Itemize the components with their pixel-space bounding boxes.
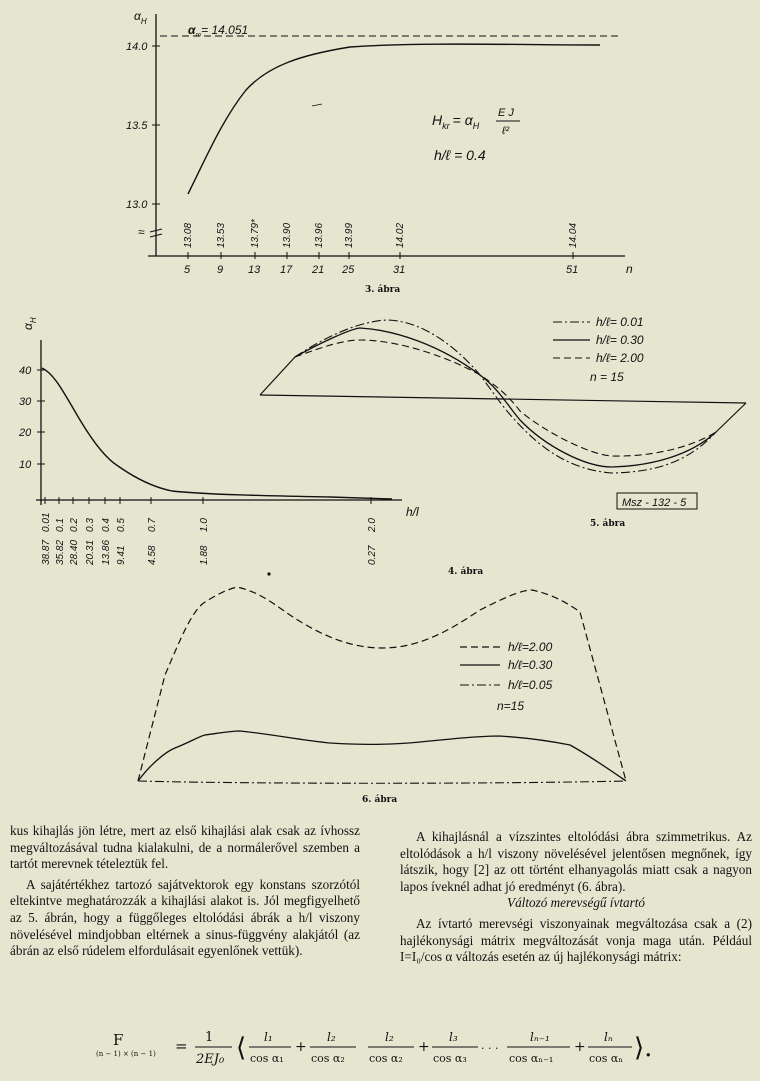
- fig5-end-right: [716, 403, 746, 432]
- fig5-curve-h030: [295, 328, 716, 467]
- fig5-n-label: n = 15: [590, 370, 624, 384]
- fig3-scratch-1: [312, 104, 322, 106]
- fig3-param: h/ℓ = 0.4: [434, 147, 486, 163]
- fig4-xtick-label: 0.4: [101, 518, 112, 532]
- fig3-xtick-label: 5: [184, 264, 191, 276]
- section-subheading: Változó merevségű ívtartó: [507, 895, 645, 911]
- fig4-ytick-label: 20: [19, 427, 32, 439]
- fig3-value-label: 14.04: [568, 222, 579, 248]
- fig4-xtick-label: 0.01: [41, 512, 52, 532]
- fig3-axis-break-mark: ≈: [138, 225, 145, 239]
- fig6-curve-h200: [138, 587, 626, 781]
- fig4-value-label: 1.88: [199, 545, 210, 565]
- fig6-curve-h030: [138, 731, 626, 781]
- fig4-ink-dot: [267, 572, 270, 575]
- eq-plus: +: [574, 1039, 586, 1055]
- fig3-x-axis-label: n: [626, 262, 633, 276]
- fig3-xtick-label: 13: [248, 264, 261, 276]
- fig3-value-label: 13.96: [314, 222, 325, 248]
- paragraph: A kihajlásnál a vízszintes eltolódási ábra szimmetrikus. Az eltolódások a h/l viszony növelésével jelentősen megnőnek, így látszik, hogy [2] az ott történt elhanyagolás miatt csak a nagyon lapos íveknél adhat jó eredményt (6. ábra).: [400, 829, 752, 894]
- fig3-value-label: 14.02: [395, 222, 406, 248]
- fig3-curve: [188, 44, 600, 194]
- fig3-xtick-label: 21: [312, 264, 325, 276]
- eq-term-num: l₂: [385, 1030, 394, 1044]
- eq-lhs-sub: (n − 1) × (n − 1): [96, 1050, 156, 1058]
- fig4-value-label: 28.40: [69, 539, 80, 565]
- eq-term-den: cos αₙ: [589, 1052, 624, 1065]
- fig3-value-label: 13.99: [344, 222, 355, 248]
- fig4-xtick-label: 1.0: [199, 518, 210, 532]
- fig4-ytick-label: 10: [19, 459, 32, 471]
- fig5-legend-label: h/ℓ= 2.00: [596, 351, 644, 365]
- fig4-caption: 4. ábra: [448, 567, 484, 577]
- flexibility-matrix-equation: [0, 1016, 760, 1076]
- fig5-caption: 5. ábra: [590, 519, 626, 529]
- eq-term-den: cos α₃: [433, 1052, 467, 1065]
- eq-close-bracket: ⟩.: [634, 1033, 653, 1063]
- fig4-xtick-label: 0.7: [147, 518, 158, 532]
- eq-term-num: lₙ: [604, 1030, 613, 1044]
- eq-dots: · · ·: [481, 1042, 499, 1055]
- paragraph: Az ívtartó merevségi viszonyainak megváltozása csak a (2) hajlékonysági mátrix megváltozását vonja maga után. Például I=I₀/cos α változás esetén az új hajlékonysági mátrix:: [400, 915, 752, 965]
- figure-5: [260, 320, 746, 509]
- fig4-value-label: 0.27: [367, 545, 378, 565]
- eq-open-bracket: ⟨: [236, 1033, 247, 1063]
- eq-term-num: l₁: [264, 1030, 273, 1044]
- fig4-value-label: 13.86: [101, 539, 112, 565]
- fig5-legend-label: h/ℓ= 0.30: [596, 333, 644, 347]
- fig6-legend-label: h/ℓ=0.05: [508, 678, 553, 692]
- fig6-legend-label: h/ℓ=2.00: [508, 640, 553, 654]
- fig3-formula-den: ℓ²: [502, 125, 510, 137]
- fig3-value-label: 13.08: [183, 222, 194, 248]
- paragraph: A sajátértékhez tartozó sajátvektorok egy konstans szorzótól eltekintve meghatározzák a kihajlási alakot is. Jól megfigyelhető az 5. ábrán, hogy a függőleges eltolódási ábrák a h/l viszony növelésével mindjobban eltérnek a sinus-függvény alakjától (az ábrán az első rúdelem elfordulásait egyenlőnek vettük).: [10, 876, 360, 959]
- fig5-curve-h200: [295, 340, 716, 456]
- fig5-end-left: [260, 357, 295, 395]
- eq-term-num: l₂: [327, 1030, 336, 1044]
- eq-equals: =: [175, 1037, 188, 1055]
- fig3-xtick-label: 17: [280, 264, 293, 276]
- fig3-formula: $H_{kr} = \alpha_H$: [432, 112, 480, 131]
- fig3-asymptote-label: $\alpha_\infty= 14.051$: [188, 23, 249, 39]
- fig3-xtick-label: 9: [217, 264, 224, 276]
- fig3-value-label: 13.53: [216, 222, 227, 248]
- fig3-xtick-label: 31: [393, 264, 406, 276]
- eq-term-den: cos α₂: [311, 1052, 345, 1065]
- fig3-formula-num: E J: [498, 107, 514, 119]
- figure-3: [148, 14, 625, 259]
- eq-plus: +: [418, 1039, 430, 1055]
- fig4-value-label: 4.58: [147, 545, 158, 565]
- fig4-xtick-label: 2.0: [367, 518, 378, 532]
- fig3-xtick-label: 25: [342, 264, 355, 276]
- text-column-right: [400, 825, 752, 966]
- fig5-stamp: Msz - 132 - 5: [622, 497, 687, 509]
- fig3-xtick-label: 51: [566, 264, 579, 276]
- fig4-curve: [42, 368, 392, 499]
- fig4-value-label: 38.87: [41, 539, 52, 565]
- eq-term-num: lₙ₋₁: [530, 1030, 550, 1044]
- fig4-xtick-label: 0.3: [85, 518, 96, 532]
- fig3-value-label: 13.90: [282, 222, 293, 248]
- fig4-y-axis-label: $\alpha_H$: [21, 317, 38, 330]
- fig3-ytick-label-14: 14.0: [126, 41, 148, 53]
- fig4-xtick-label: 0.2: [69, 518, 80, 532]
- figure-4: [36, 340, 402, 505]
- fig3-ytick-label-135: 13.5: [126, 120, 148, 132]
- fig6-curve-h005: [138, 781, 626, 783]
- figure-6: [138, 587, 626, 783]
- fig4-value-label: 20.31: [85, 539, 96, 565]
- fig3-ytick-label-13: 13.0: [126, 199, 148, 211]
- fig4-xtick-label: 0.1: [55, 518, 66, 532]
- eq-lhs: F: [113, 1031, 124, 1049]
- eq-coef-num: 1: [205, 1030, 214, 1045]
- fig4-ytick-label: 30: [19, 396, 32, 408]
- fig3-value-label: 13.79*: [250, 219, 261, 248]
- fig4-value-label: 35.82: [55, 539, 66, 565]
- fig3-y-axis-label: $\alpha_H$: [134, 9, 147, 26]
- fig3-caption: 3. ábra: [365, 285, 401, 295]
- fig6-n-label: n=15: [497, 699, 525, 713]
- fig4-x-axis-label: h/l: [406, 505, 419, 519]
- paragraph: kus kihajlás jön létre, mert az első kihajlási alak csak az ívhossz megváltozásával tudna kialakulni, de a normálerővel szemben a tartót merevnek tételeztük fel.: [10, 823, 360, 872]
- fig4-xtick-label: 0.5: [116, 518, 127, 532]
- eq-term-num: l₃: [449, 1030, 458, 1044]
- fig5-legend-label: h/ℓ= 0.01: [596, 315, 644, 329]
- fig4-ytick-label: 40: [19, 365, 32, 377]
- text-column-left: [10, 823, 360, 960]
- fig4-value-label: 9.41: [116, 545, 127, 565]
- fig6-legend-label: h/ℓ=0.30: [508, 658, 553, 672]
- eq-term-den: cos αₙ₋₁: [509, 1052, 554, 1065]
- eq-term-den: cos α₂: [369, 1052, 403, 1065]
- eq-coef-den: 2EJ₀: [196, 1052, 225, 1067]
- eq-plus: +: [295, 1039, 307, 1055]
- fig6-caption: 6. ábra: [362, 795, 398, 805]
- eq-term-den: cos α₁: [250, 1052, 284, 1065]
